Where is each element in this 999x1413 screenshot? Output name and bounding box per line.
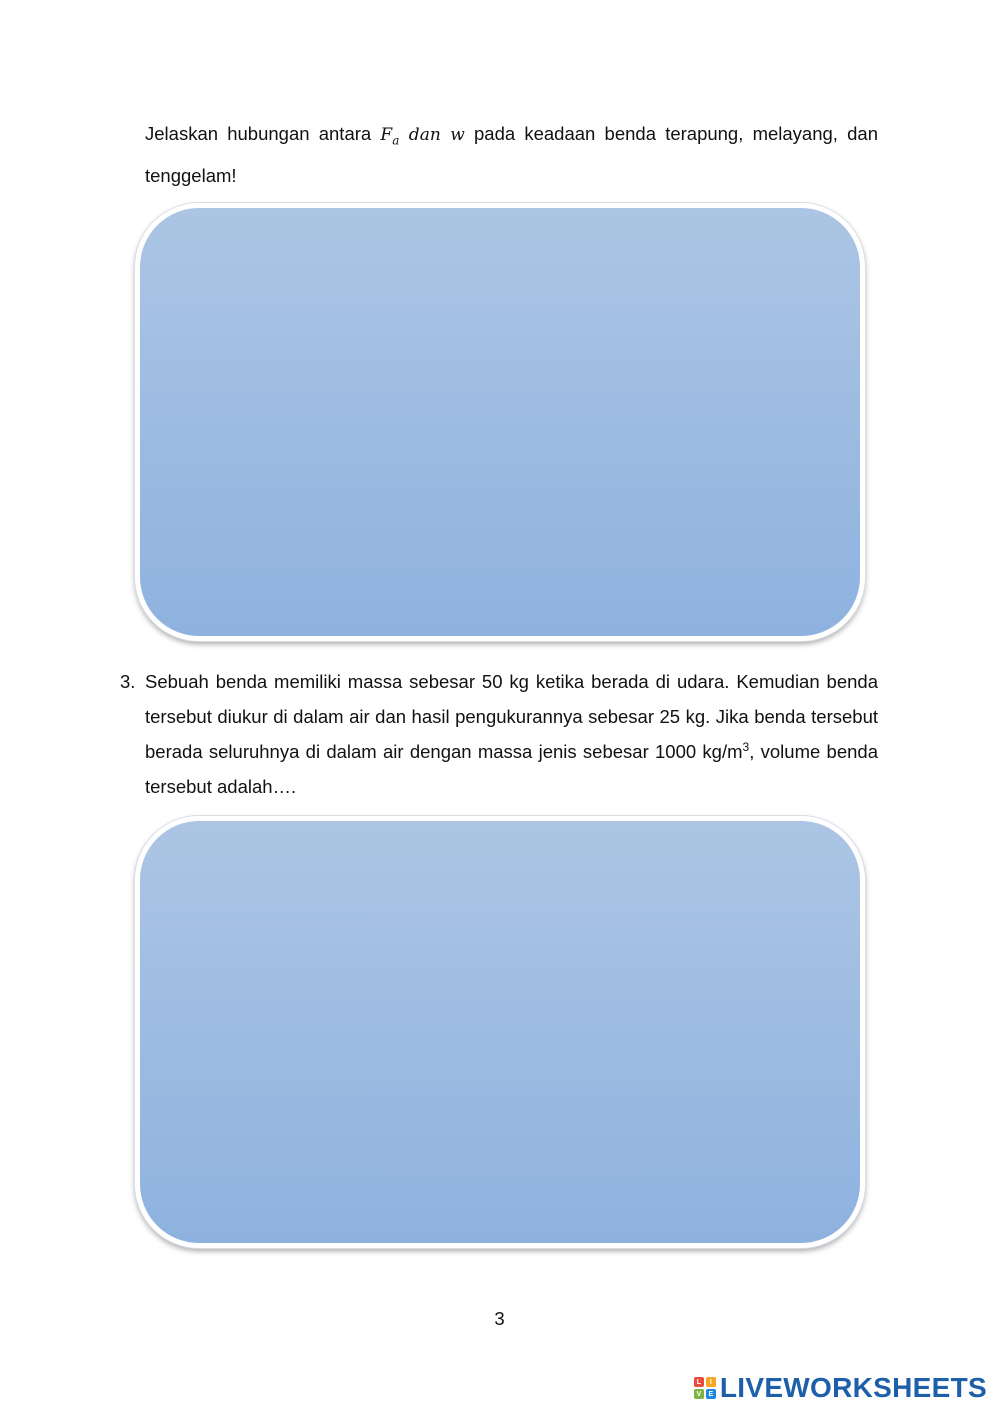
question-3-text [145,664,878,804]
math-expression [380,125,465,148]
answer-box-question-3[interactable] [135,816,865,1248]
brand-name: LIVEWORKSHEETS [719,1372,987,1403]
question-2-text [145,116,878,193]
superscript-3: 3 [742,739,750,754]
logo-tile-l: L [694,1377,704,1387]
answer-box-question-2[interactable] [135,203,865,641]
logo-tile-e: E [706,1389,716,1399]
question-3-text-end: , volume benda tersebut adalah…. [145,741,878,797]
logo-tile-i: I [706,1377,716,1387]
liveworksheets-logo [694,1372,987,1404]
logo-tile-v: V [694,1389,704,1399]
answer-input-question-2[interactable] [170,238,830,606]
page-number: 3 [494,1308,505,1329]
question-2-text-after: pada keadaan benda terapung, melayang, dan tenggelam! [145,123,878,187]
answer-input-question-3[interactable] [170,851,830,1213]
question-3-text-main: Sebuah benda memiliki massa sebesar 50 kg ketika berada di udara. Kemudian benda tersebut diukur di dalam air dan hasil pengukurannya sebesar 25 kg. Jika benda tersebut berada seluruhnya di dalam air dengan massa jenis sebesar 1000 kg/m [145,671,878,762]
math-subscript: a [392,133,400,148]
math-rest: dan w [399,125,465,145]
question-3-number: 3. [120,671,136,692]
liveworksheets-icon [694,1377,716,1399]
math-symbol: F [380,125,393,145]
question-2-text-before: Jelaskan hubungan antara [145,123,381,144]
